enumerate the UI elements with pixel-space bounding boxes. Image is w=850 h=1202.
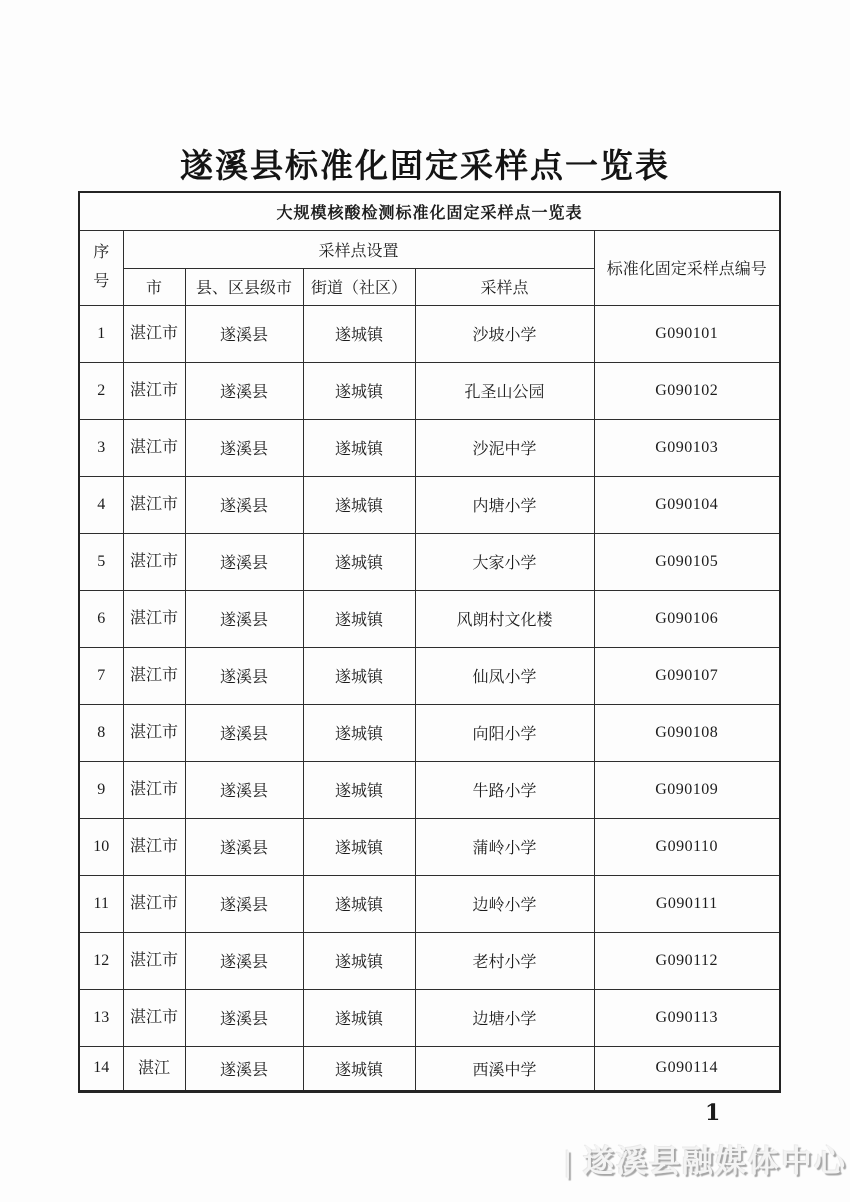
cell-site: 风朗村文化楼 <box>415 590 594 647</box>
cell-street: 遂城镇 <box>303 362 415 419</box>
cell-street: 遂城镇 <box>303 1046 415 1091</box>
cell-county: 遂溪县 <box>185 818 303 875</box>
cell-index: 14 <box>79 1046 123 1091</box>
table-banner-title: 大规模核酸检测标准化固定采样点一览表 <box>79 192 780 230</box>
table-row <box>79 818 780 875</box>
cell-county: 遂溪县 <box>185 932 303 989</box>
media-center-watermark: | 遂溪县融媒体中心 <box>564 1144 847 1179</box>
cell-site: 边岭小学 <box>415 875 594 932</box>
table-banner-row <box>79 192 780 230</box>
cell-city: 湛江市 <box>123 989 185 1046</box>
table-row <box>79 647 780 704</box>
table-header <box>79 192 780 305</box>
table-row <box>79 761 780 818</box>
cell-code: G090109 <box>594 761 780 818</box>
cell-county: 遂溪县 <box>185 590 303 647</box>
cell-city: 湛江市 <box>123 362 185 419</box>
cell-street: 遂城镇 <box>303 761 415 818</box>
table-row <box>79 1046 780 1091</box>
cell-site: 内塘小学 <box>415 476 594 533</box>
cell-index: 1 <box>79 305 123 362</box>
cell-county: 遂溪县 <box>185 533 303 590</box>
cell-index: 2 <box>79 362 123 419</box>
table-row <box>79 362 780 419</box>
cell-street: 遂城镇 <box>303 647 415 704</box>
cell-city: 湛江市 <box>123 761 185 818</box>
cell-street: 遂城镇 <box>303 932 415 989</box>
table-row <box>79 476 780 533</box>
cell-site: 牛路小学 <box>415 761 594 818</box>
cell-street: 遂城镇 <box>303 305 415 362</box>
cell-county: 遂溪县 <box>185 362 303 419</box>
cell-index: 10 <box>79 818 123 875</box>
cell-index: 3 <box>79 419 123 476</box>
cell-site: 边塘小学 <box>415 989 594 1046</box>
cell-city: 湛江市 <box>123 533 185 590</box>
cell-street: 遂城镇 <box>303 989 415 1046</box>
cell-site: 蒲岭小学 <box>415 818 594 875</box>
cell-index: 4 <box>79 476 123 533</box>
cell-city: 湛江市 <box>123 818 185 875</box>
cell-code: G090113 <box>594 989 780 1046</box>
cell-index: 9 <box>79 761 123 818</box>
column-header-setup-group: 采样点设置 <box>123 230 594 268</box>
cell-code: G090107 <box>594 647 780 704</box>
column-header-street: 街道（社区） <box>303 268 415 305</box>
table-row <box>79 305 780 362</box>
cell-index: 13 <box>79 989 123 1046</box>
cell-code: G090112 <box>594 932 780 989</box>
cell-site: 西溪中学 <box>415 1046 594 1091</box>
cell-county: 遂溪县 <box>185 875 303 932</box>
cell-site: 孔圣山公园 <box>415 362 594 419</box>
cell-city: 湛江 <box>123 1046 185 1091</box>
table-row <box>79 989 780 1046</box>
cell-county: 遂溪县 <box>185 1046 303 1091</box>
cell-index: 12 <box>79 932 123 989</box>
cell-county: 遂溪县 <box>185 989 303 1046</box>
cell-index: 8 <box>79 704 123 761</box>
cell-code: G090106 <box>594 590 780 647</box>
column-header-code: 标准化固定采样点编号 <box>594 230 780 305</box>
page-number: 1 <box>705 1100 721 1126</box>
cell-code: G090102 <box>594 362 780 419</box>
sampling-points-table <box>78 191 781 1093</box>
cell-county: 遂溪县 <box>185 305 303 362</box>
page-title: 遂溪县标准化固定采样点一览表 <box>180 149 670 185</box>
table-row <box>79 419 780 476</box>
cell-site: 老村小学 <box>415 932 594 989</box>
cell-code: G090101 <box>594 305 780 362</box>
cell-site: 沙泥中学 <box>415 419 594 476</box>
cell-street: 遂城镇 <box>303 704 415 761</box>
table-group-header-row <box>79 230 780 268</box>
cell-code: G090111 <box>594 875 780 932</box>
cell-index: 5 <box>79 533 123 590</box>
cell-city: 湛江市 <box>123 476 185 533</box>
cell-code: G090114 <box>594 1046 780 1091</box>
cell-county: 遂溪县 <box>185 419 303 476</box>
table-row <box>79 533 780 590</box>
table-body <box>79 305 780 1091</box>
table-row <box>79 932 780 989</box>
cell-street: 遂城镇 <box>303 818 415 875</box>
cell-code: G090104 <box>594 476 780 533</box>
cell-site: 大家小学 <box>415 533 594 590</box>
cell-index: 7 <box>79 647 123 704</box>
cell-index: 11 <box>79 875 123 932</box>
cell-street: 遂城镇 <box>303 419 415 476</box>
cell-street: 遂城镇 <box>303 476 415 533</box>
cell-index: 6 <box>79 590 123 647</box>
cell-code: G090110 <box>594 818 780 875</box>
cell-street: 遂城镇 <box>303 590 415 647</box>
cell-street: 遂城镇 <box>303 533 415 590</box>
column-header-site: 采样点 <box>415 268 594 305</box>
cell-city: 湛江市 <box>123 875 185 932</box>
cell-code: G090105 <box>594 533 780 590</box>
table-row <box>79 704 780 761</box>
cell-city: 湛江市 <box>123 647 185 704</box>
cell-site: 向阳小学 <box>415 704 594 761</box>
cell-county: 遂溪县 <box>185 476 303 533</box>
column-header-city: 市 <box>123 268 185 305</box>
cell-code: G090103 <box>594 419 780 476</box>
column-header-county: 县、区县级市 <box>185 268 303 305</box>
cell-city: 湛江市 <box>123 419 185 476</box>
cell-county: 遂溪县 <box>185 761 303 818</box>
cell-street: 遂城镇 <box>303 875 415 932</box>
column-header-index: 序号 <box>79 230 123 305</box>
table-row <box>79 590 780 647</box>
cell-city: 湛江市 <box>123 590 185 647</box>
cell-county: 遂溪县 <box>185 704 303 761</box>
cell-county: 遂溪县 <box>185 647 303 704</box>
cell-code: G090108 <box>594 704 780 761</box>
cell-city: 湛江市 <box>123 704 185 761</box>
cell-city: 湛江市 <box>123 932 185 989</box>
cell-site: 仙凤小学 <box>415 647 594 704</box>
cell-city: 湛江市 <box>123 305 185 362</box>
table-row <box>79 875 780 932</box>
cell-site: 沙坡小学 <box>415 305 594 362</box>
